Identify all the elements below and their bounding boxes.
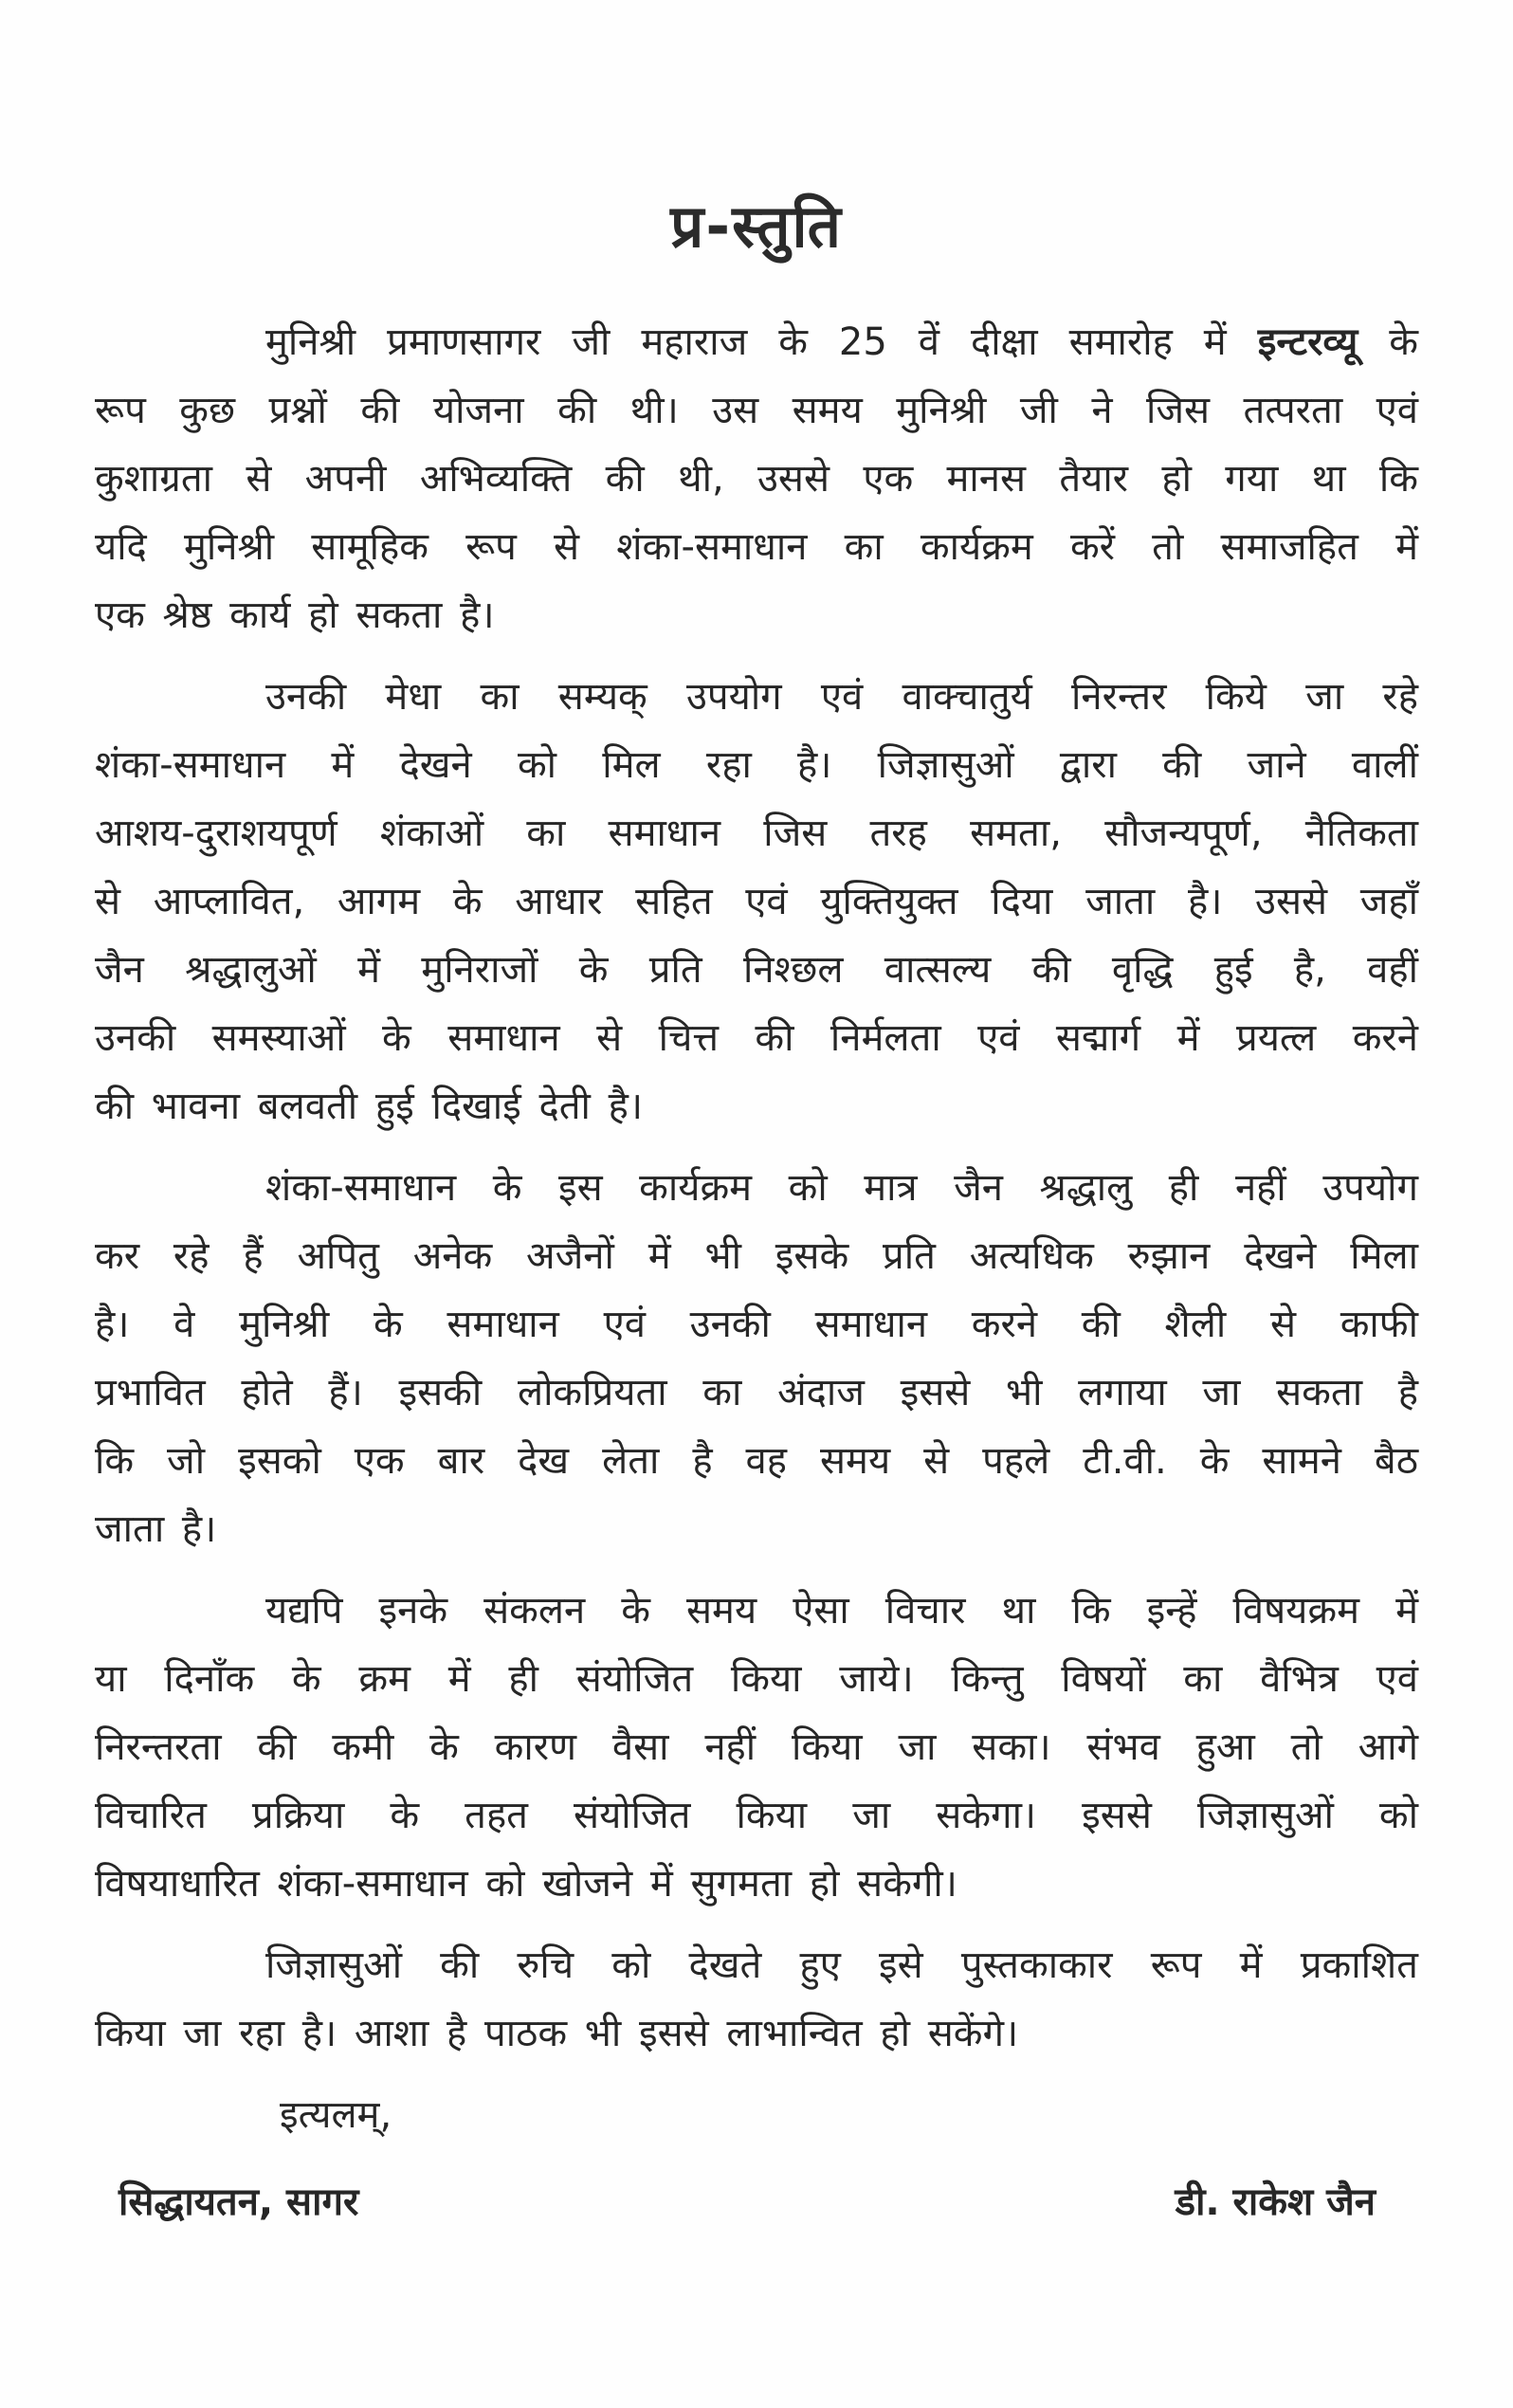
- text-line: [95, 663, 1418, 731]
- text-line: [95, 445, 1418, 513]
- text-segment: विचारित प्रक्रिया के तहत संयोजित किया जा सकेगा। इससे जिज्ञासुओं को: [95, 1794, 1418, 1837]
- signoff-row: [95, 2168, 1418, 2236]
- text-segment: कि जो इसको एक बार देख लेता है वह समय से पहले टी.वी. के सामने बैठ: [95, 1439, 1418, 1483]
- text-line: [95, 1781, 1418, 1850]
- text-line: [95, 1931, 1418, 1999]
- bold-word: इन्टरव्यू: [1257, 320, 1358, 364]
- text-line: [95, 1713, 1418, 1781]
- text-line: [95, 1427, 1418, 1495]
- text-segment: के: [1358, 320, 1418, 364]
- text-line: [95, 1004, 1418, 1072]
- text-line: [95, 936, 1418, 1004]
- text-segment: आशय-दुराशयपूर्ण शंकाओं का समाधान जिस तरह समता, सौजन्यपूर्ण, नैतिकता: [95, 812, 1418, 855]
- text-segment: प्रभावित होते हैं। इसकी लोकप्रियता का अंदाज इससे भी लगाया जा सकता है: [95, 1371, 1418, 1414]
- text-segment: कर रहे हैं अपितु अनेक अजैनों में भी इसके प्रति अत्यधिक रुझान देखने मिला: [95, 1234, 1418, 1278]
- text-segment: यदि मुनिश्री सामूहिक रूप से शंका-समाधान का कार्यक्रम करें तो समाजहित में: [95, 525, 1418, 569]
- text-line: [95, 1645, 1418, 1713]
- text-segment: जिज्ञासुओं की रुचि को देखते हुए इसे पुस्तकाकार रूप में प्रकाशित: [265, 1943, 1418, 1987]
- text-segment: जाता है।: [95, 1507, 217, 1551]
- text-line: [95, 799, 1418, 867]
- paragraph: [95, 1577, 1418, 1918]
- text-segment: किया जा रहा है। आशा है पाठक भी इससे लाभान्वित हो सकेंगे।: [95, 2012, 1019, 2055]
- text-line: [95, 1577, 1418, 1645]
- paragraph: [95, 1931, 1418, 2068]
- signoff-place: सिद्धायतन, सागर: [118, 2180, 359, 2224]
- text-segment: शंका-समाधान के इस कार्यक्रम को मात्र जैन श्रद्धालु ही नहीं उपयोग: [265, 1166, 1418, 1210]
- text-segment: की भावना बलवती हुई दिखाई देती है।: [95, 1085, 644, 1128]
- text-line: [95, 1999, 1418, 2068]
- signoff-author: डी. राकेश जैन: [1175, 2180, 1376, 2224]
- page-title: प्र-स्तुति: [670, 192, 843, 261]
- paragraph: [95, 1154, 1418, 1563]
- text-segment: उनकी मेधा का सम्यक् उपयोग एवं वाक्चातुर्य निरन्तर किये जा रहे: [265, 675, 1418, 719]
- text-line: [95, 1072, 1418, 1140]
- text-line: [95, 1222, 1418, 1290]
- text-line: [95, 1290, 1418, 1359]
- text-line: [95, 1154, 1418, 1222]
- text-line: [95, 1359, 1418, 1427]
- text-segment: उनकी समस्याओं के समाधान से चित्त की निर्मलता एवं सद्मार्ग में प्रयत्ल करने: [95, 1016, 1418, 1060]
- closing-line: इत्यलम्,: [280, 2093, 392, 2137]
- text-line: [95, 513, 1418, 581]
- text-segment: है। वे मुनिश्री के समाधान एवं उनकी समाधान करने की शैली से काफी: [95, 1303, 1418, 1346]
- text-segment: यद्यपि इनके संकलन के समय ऐसा विचार था कि इन्हें विषयक्रम में: [265, 1589, 1418, 1633]
- text-segment: जैन श्रद्धालुओं में मुनिराजों के प्रति निश्छल वात्सल्य की वृद्धि हुई है, वहीं: [95, 948, 1418, 992]
- text-line: [95, 308, 1418, 376]
- text-segment: या दिनाँक के क्रम में ही संयोजित किया जाये। किन्तु विषयों का वैभित्र एवं: [95, 1657, 1418, 1701]
- text-segment: से आप्लावित, आगम के आधार सहित एवं युक्तियुक्त दिया जाता है। उससे जहाँ: [95, 880, 1418, 923]
- text-line: [95, 1495, 1418, 1563]
- text-segment: विषयाधारित शंका-समाधान को खोजने में सुगमता हो सकेगी।: [95, 1862, 957, 1906]
- text-segment: शंका-समाधान में देखने को मिल रहा है। जिज्ञासुओं द्वारा की जाने वालीं: [95, 743, 1418, 787]
- text-line: [95, 1850, 1418, 1918]
- text-line: [95, 731, 1418, 799]
- paragraph: [95, 308, 1418, 649]
- text-segment: निरन्तरता की कमी के कारण वैसा नहीं किया जा सका। संभव हुआ तो आगे: [95, 1725, 1418, 1769]
- text-segment: एक श्रेष्ठ कार्य हो सकता है।: [95, 593, 495, 637]
- body-text: [95, 308, 1418, 2068]
- paragraph: [95, 663, 1418, 1140]
- text-line: [95, 867, 1418, 936]
- text-line: [95, 376, 1418, 445]
- text-line: [95, 581, 1418, 649]
- text-segment: कुशाग्रता से अपनी अभिव्यक्ति की थी, उससे एक मानस तैयार हो गया था कि: [95, 457, 1418, 501]
- text-segment: मुनिश्री प्रमाणसागर जी महाराज के 25 वें दीक्षा समारोह में: [265, 320, 1258, 364]
- text-segment: रूप कुछ प्रश्नों की योजना की थी। उस समय मुनिश्री जी ने जिस तत्परता एवं: [95, 389, 1418, 432]
